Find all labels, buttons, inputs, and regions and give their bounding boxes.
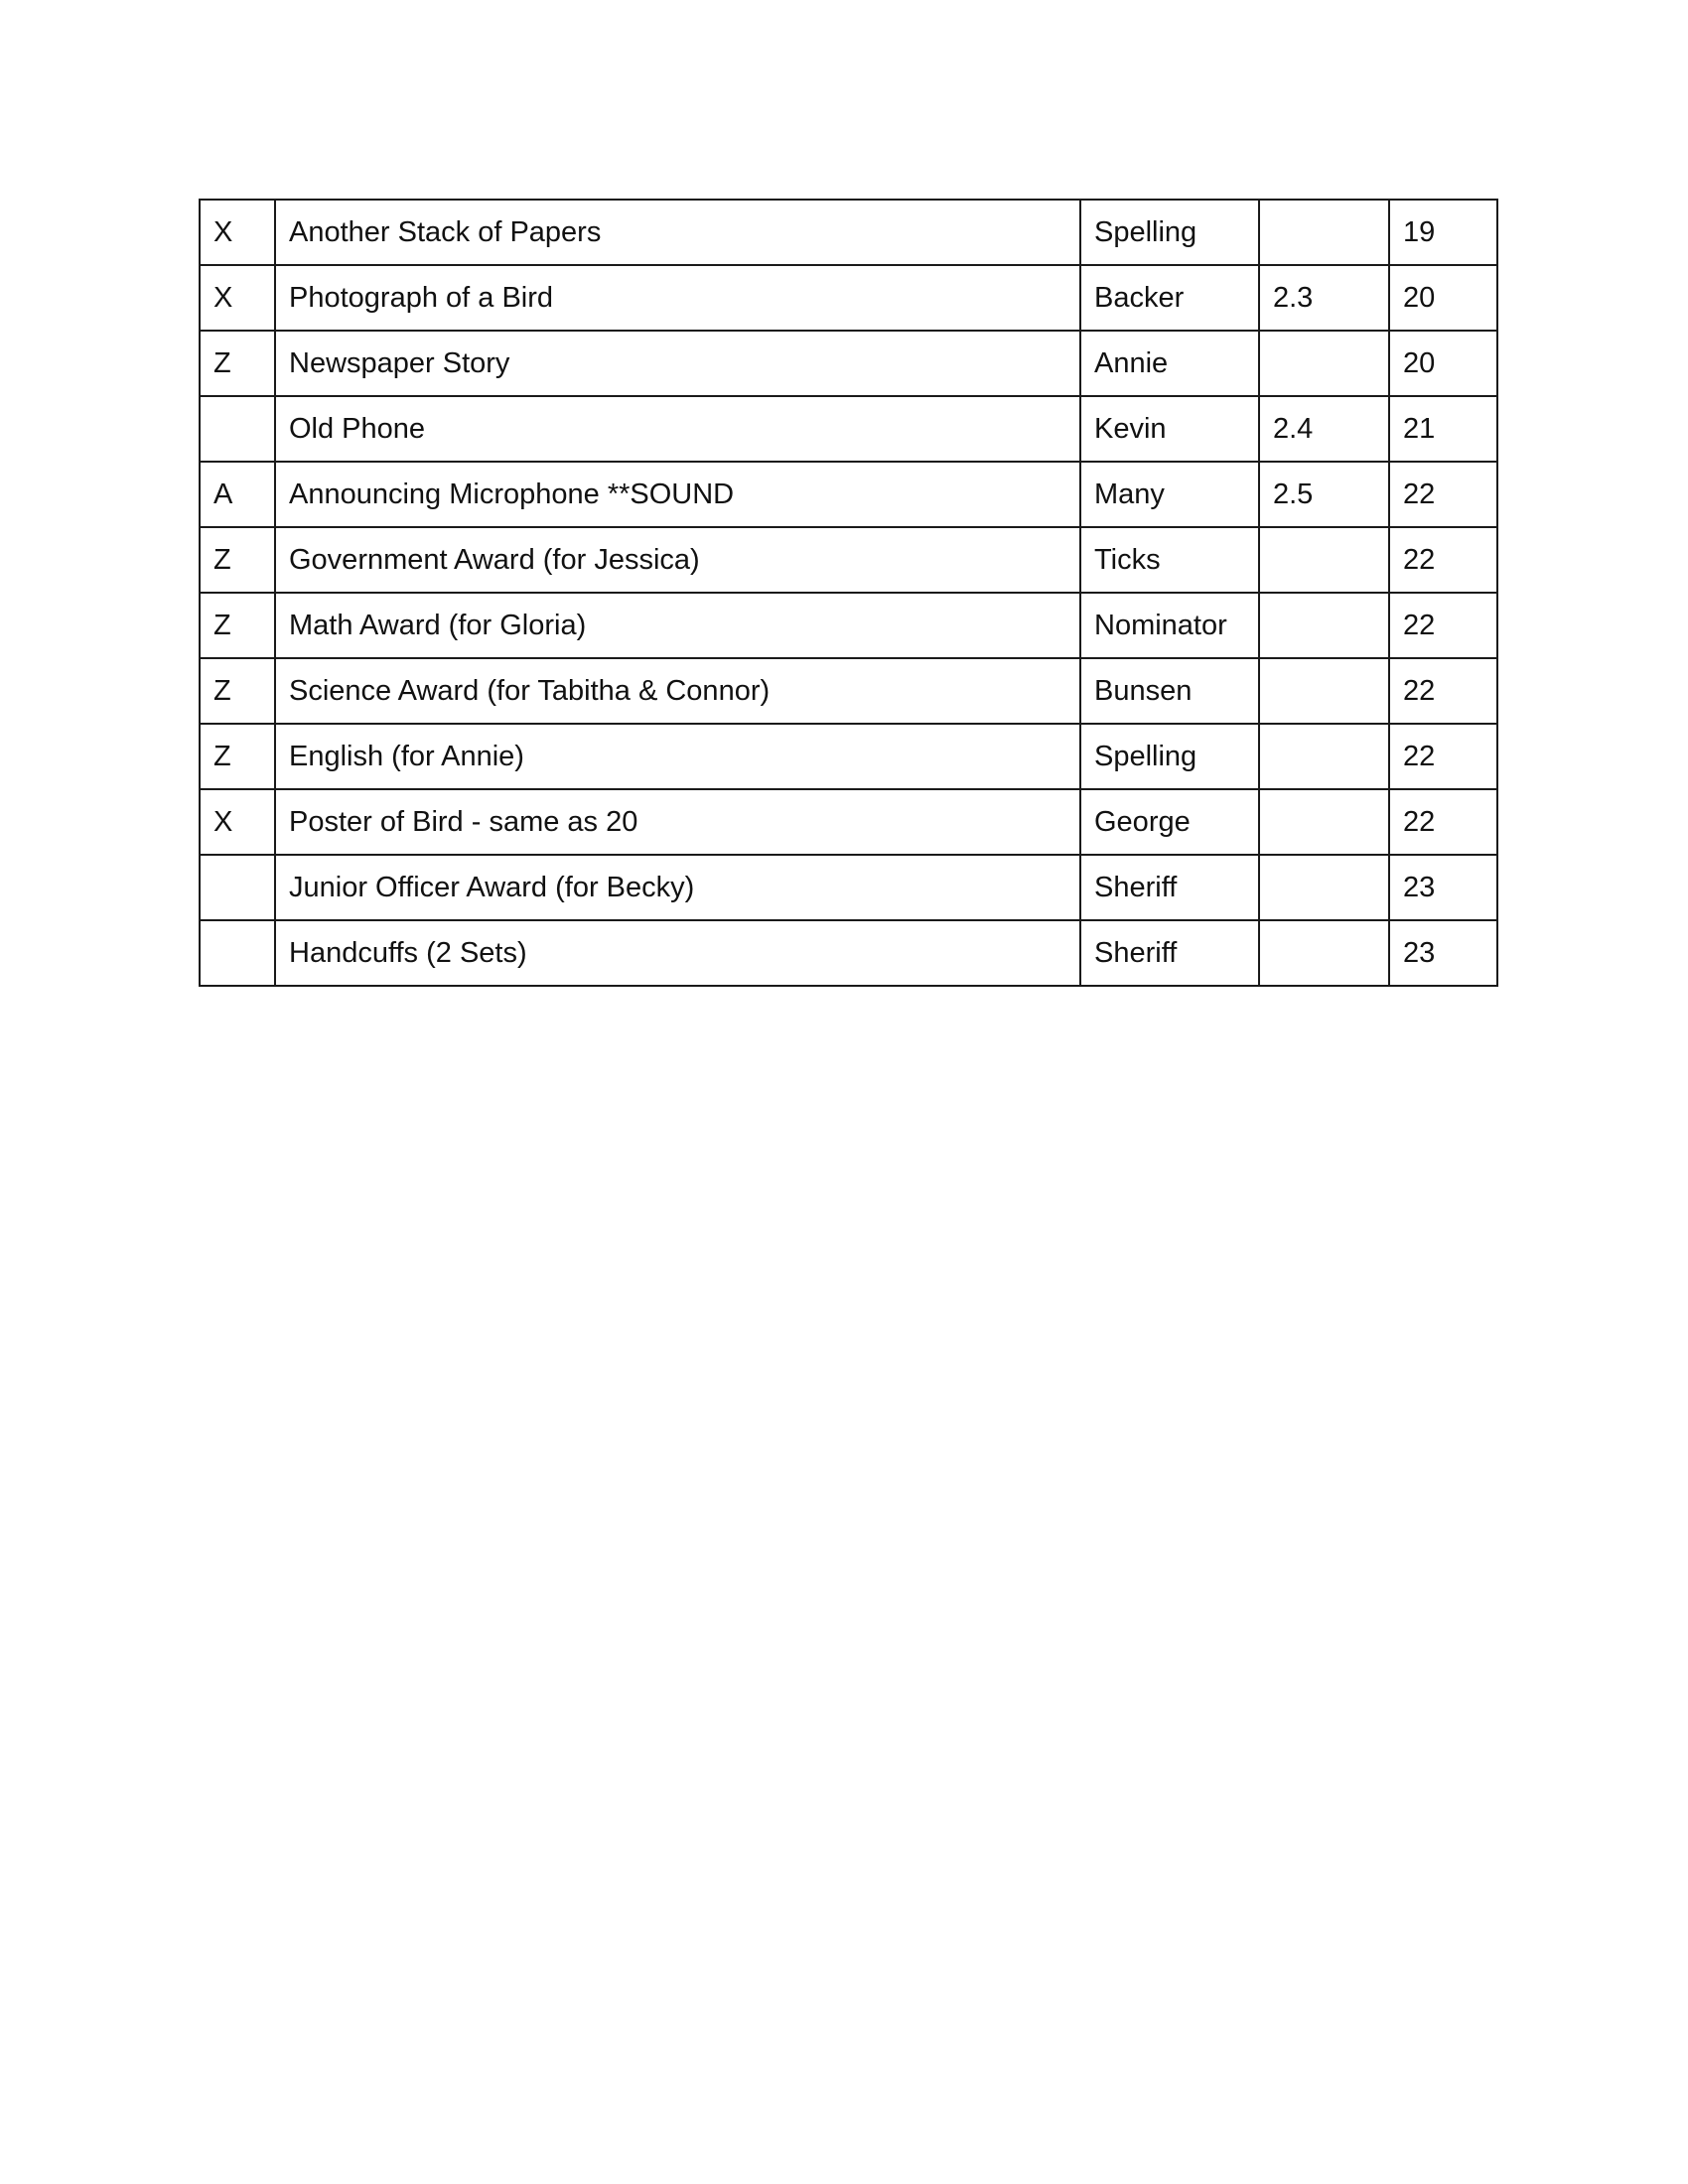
table-row — [200, 200, 1497, 265]
page-number-cell: 21 — [1389, 396, 1497, 462]
table-row — [200, 527, 1497, 593]
prop-item-cell: Junior Officer Award (for Becky) — [275, 855, 1080, 920]
prop-item-cell: Poster of Bird - same as 20 — [275, 789, 1080, 855]
props-table — [199, 199, 1498, 987]
table-row — [200, 265, 1497, 331]
scene-cell — [1259, 789, 1389, 855]
scene-cell — [1259, 724, 1389, 789]
status-mark-cell: X — [200, 200, 275, 265]
page-number-cell: 23 — [1389, 920, 1497, 986]
page-number-cell: 22 — [1389, 527, 1497, 593]
table-row — [200, 593, 1497, 658]
character-cell: Kevin — [1080, 396, 1259, 462]
status-mark-cell: X — [200, 789, 275, 855]
prop-item-cell: Photograph of a Bird — [275, 265, 1080, 331]
prop-item-cell: Government Award (for Jessica) — [275, 527, 1080, 593]
page-number-cell: 22 — [1389, 462, 1497, 527]
prop-item-cell: Newspaper Story — [275, 331, 1080, 396]
page-number-cell: 22 — [1389, 724, 1497, 789]
page-number-cell: 22 — [1389, 789, 1497, 855]
scene-cell: 2.3 — [1259, 265, 1389, 331]
prop-item-cell: Science Award (for Tabitha & Connor) — [275, 658, 1080, 724]
status-mark-cell: X — [200, 265, 275, 331]
page-number-cell: 20 — [1389, 265, 1497, 331]
prop-item-cell: English (for Annie) — [275, 724, 1080, 789]
character-cell: Spelling — [1080, 724, 1259, 789]
status-mark-cell: Z — [200, 527, 275, 593]
scene-cell — [1259, 658, 1389, 724]
scene-cell — [1259, 331, 1389, 396]
status-mark-cell: Z — [200, 331, 275, 396]
character-cell: George — [1080, 789, 1259, 855]
scene-cell: 2.4 — [1259, 396, 1389, 462]
prop-item-cell: Handcuffs (2 Sets) — [275, 920, 1080, 986]
page-number-cell: 22 — [1389, 593, 1497, 658]
character-cell: Backer — [1080, 265, 1259, 331]
page-number-cell: 20 — [1389, 331, 1497, 396]
table-row — [200, 331, 1497, 396]
page-number-cell: 22 — [1389, 658, 1497, 724]
status-mark-cell: Z — [200, 724, 275, 789]
prop-item-cell: Announcing Microphone **SOUND — [275, 462, 1080, 527]
table-row — [200, 658, 1497, 724]
character-cell: Many — [1080, 462, 1259, 527]
status-mark-cell — [200, 396, 275, 462]
character-cell: Nominator — [1080, 593, 1259, 658]
character-cell: Spelling — [1080, 200, 1259, 265]
scene-cell — [1259, 527, 1389, 593]
character-cell: Bunsen — [1080, 658, 1259, 724]
page-number-cell: 19 — [1389, 200, 1497, 265]
character-cell: Ticks — [1080, 527, 1259, 593]
character-cell: Sheriff — [1080, 855, 1259, 920]
prop-item-cell: Old Phone — [275, 396, 1080, 462]
table-row — [200, 789, 1497, 855]
status-mark-cell — [200, 855, 275, 920]
character-cell: Sheriff — [1080, 920, 1259, 986]
status-mark-cell: Z — [200, 593, 275, 658]
scene-cell: 2.5 — [1259, 462, 1389, 527]
page-number-cell: 23 — [1389, 855, 1497, 920]
scene-cell — [1259, 855, 1389, 920]
table-row — [200, 855, 1497, 920]
table-row — [200, 462, 1497, 527]
scene-cell — [1259, 920, 1389, 986]
table-row — [200, 396, 1497, 462]
status-mark-cell: A — [200, 462, 275, 527]
character-cell: Annie — [1080, 331, 1259, 396]
table-row — [200, 920, 1497, 986]
status-mark-cell — [200, 920, 275, 986]
status-mark-cell: Z — [200, 658, 275, 724]
scene-cell — [1259, 593, 1389, 658]
scene-cell — [1259, 200, 1389, 265]
table-row — [200, 724, 1497, 789]
prop-item-cell: Math Award (for Gloria) — [275, 593, 1080, 658]
prop-item-cell: Another Stack of Papers — [275, 200, 1080, 265]
